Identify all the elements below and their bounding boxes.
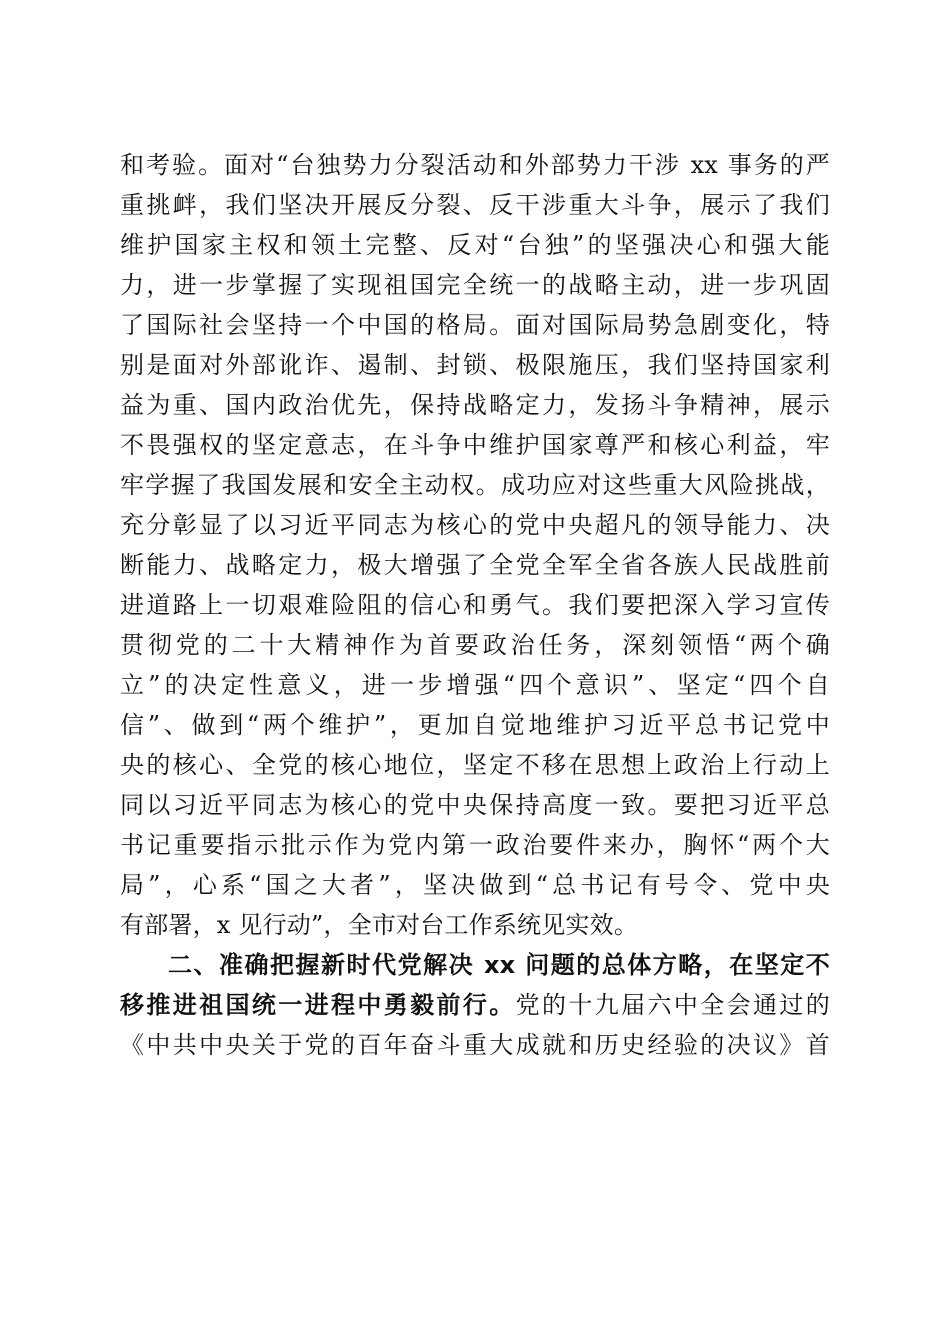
paragraph-line: 央的核心、全党的核心地位，坚定不移在思想上政治上行动上 xyxy=(120,751,830,779)
paragraph-line: 充分彰显了以习近平同志为核心的党中央超凡的领导能力、决 xyxy=(120,511,830,539)
document-body xyxy=(120,145,830,1065)
paragraph-line: 信”、做到“两个维护”，更加自觉地维护习近平总书记党中 xyxy=(120,711,830,739)
paragraph-line xyxy=(120,985,830,1025)
paragraph-line: 牢学握了我国发展和安全主动权。成功应对这些重大风险挑战， xyxy=(120,471,830,499)
paragraph-line: 力，进一步掌握了实现祖国完全统一的战略主动，进一步巩固 xyxy=(120,271,830,299)
paragraph-line: 了国际社会坚持一个中国的格局。面对国际局势急剧变化，特 xyxy=(120,311,830,339)
paragraph-line: 《中共中央关于党的百年奋斗重大成就和历史经验的决议》首 xyxy=(120,1031,830,1059)
paragraph-line: 不畏强权的坚定意志，在斗争中维护国家尊严和核心利益，牢 xyxy=(120,431,830,459)
section-heading-line xyxy=(120,945,830,985)
paragraph-line: 贯彻党的二十大精神作为首要政治任务，深刻领悟“两个确 xyxy=(120,631,830,659)
paragraph-line: 立”的决定性意义，进一步增强“四个意识”、坚定“四个自 xyxy=(120,671,830,699)
paragraph-line: 别是面对外部讹诈、遏制、封锁、极限施压，我们坚持国家利 xyxy=(120,351,830,379)
paragraph-line: 断能力、战略定力，极大增强了全党全军全省各族人民战胜前 xyxy=(120,551,830,579)
paragraph-line: 有部署，x 见行动”，全市对台工作系统见实效。 xyxy=(120,911,639,939)
paragraph-line: 局”，心系“国之大者”，坚决做到“总书记有号令、党中央 xyxy=(120,871,830,899)
paragraph-text: 党的十九届六中全会通过的 xyxy=(515,991,830,1019)
paragraph-line: 益为重、国内政治优先，保持战略定力，发扬斗争精神，展示 xyxy=(120,391,830,419)
paragraph-line: 同以习近平同志为核心的党中央保持高度一致。要把习近平总 xyxy=(120,791,830,819)
section-heading: 二、准确把握新时代党解决 xx 问题的总体方略，在坚定不 xyxy=(168,951,830,979)
paragraph-line: 进道路上一切艰难险阻的信心和勇气。我们要把深入学习宣传 xyxy=(120,591,830,619)
paragraph-line: 维护国家主权和领土完整、反对“台独”的坚强决心和强大能 xyxy=(120,231,830,259)
paragraph-line: 书记重要指示批示作为党内第一政治要件来办，胸怀“两个大 xyxy=(120,831,830,859)
paragraph-line: 和考验。面对“台独势力分裂活动和外部势力干涉 xx 事务的严 xyxy=(120,151,830,179)
section-heading-continued: 移推进祖国统一进程中勇毅前行。 xyxy=(120,991,516,1019)
paragraph-line: 重挑衅，我们坚决开展反分裂、反干涉重大斗争，展示了我们 xyxy=(120,191,830,219)
